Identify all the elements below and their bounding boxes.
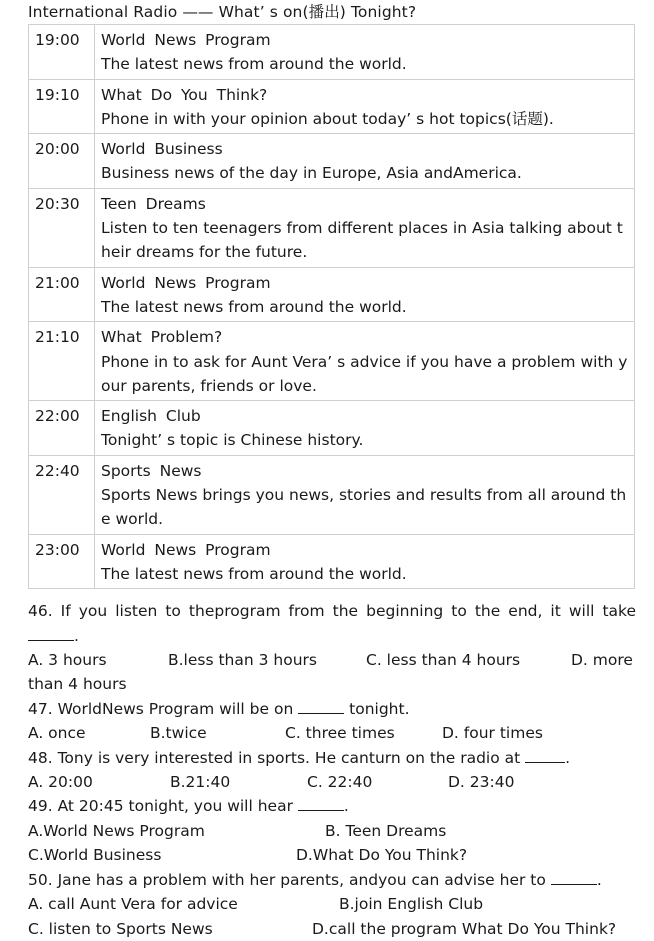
program-description: Phone in with your opinion about today’ s hot topics(话题). <box>101 109 554 128</box>
option-d: D. 23:40 <box>448 773 515 792</box>
option-b: B.less than 3 hours <box>168 651 317 670</box>
option-c: C. three times <box>285 724 395 743</box>
option-d: D.What Do You Think? <box>296 846 468 865</box>
answer-blank <box>28 626 74 641</box>
program-cell <box>95 455 635 534</box>
program-title: English Club <box>101 407 201 426</box>
program-time: 21:10 <box>29 322 95 401</box>
program-time: 22:00 <box>29 401 95 456</box>
program-description: Listen to ten teenagers from different places in Asia talking about their dreams for the future. <box>101 219 623 262</box>
question-49-stem: 49. At 20:45 tonight, you will hear . <box>28 797 349 816</box>
program-title: What Problem? <box>101 328 223 347</box>
program-cell <box>95 322 635 401</box>
program-description: Sports News brings you news, stories and results from all around the world. <box>101 486 627 529</box>
program-title: Teen Dreams <box>101 194 206 213</box>
answer-blank <box>551 870 597 885</box>
option-b: B.join English Club <box>339 895 484 914</box>
option-a: A. 3 hours <box>28 651 107 670</box>
option-c: C. 22:40 <box>307 773 373 792</box>
program-title: World News Program <box>101 273 271 292</box>
page-title: International Radio —— What’ s on(播出) Tonight? <box>28 3 417 21</box>
answer-blank <box>525 748 565 763</box>
schedule-row <box>29 79 635 134</box>
program-description: The latest news from around the world. <box>101 297 407 316</box>
program-title: World Business <box>101 140 223 159</box>
program-time: 20:30 <box>29 188 95 267</box>
question-50-options-ab <box>28 892 636 916</box>
program-cell <box>95 188 635 267</box>
answer-blank <box>298 699 344 714</box>
question-48-options <box>28 770 636 794</box>
worksheet <box>28 0 636 941</box>
question-49-options-cd <box>28 843 636 867</box>
program-time: 23:00 <box>29 534 95 589</box>
schedule-table <box>28 24 635 589</box>
program-cell <box>95 534 635 589</box>
program-title: Sports News <box>101 461 202 480</box>
option-a: A. 20:00 <box>28 773 93 792</box>
option-c: C.World Business <box>28 846 162 865</box>
program-title: World News Program <box>101 540 271 559</box>
schedule-row <box>29 401 635 456</box>
option-a: A.World News Program <box>28 821 205 840</box>
option-a: A. call Aunt Vera for advice <box>28 895 238 914</box>
question-46-stem: 46. If you listen to theprogram from the beginning to the end, it will take <box>28 602 636 621</box>
program-description: Tonight’ s topic is Chinese history. <box>101 431 364 450</box>
option-a: A. once <box>28 724 86 743</box>
program-time: 19:10 <box>29 79 95 134</box>
question-47-options <box>28 721 636 745</box>
question-48 <box>28 746 636 795</box>
program-cell <box>95 25 635 80</box>
question-46-options <box>28 648 636 672</box>
question-50-options-cd <box>28 917 636 941</box>
option-d: D. more <box>571 651 633 670</box>
program-title: What Do You Think? <box>101 85 268 104</box>
question-47 <box>28 697 636 746</box>
schedule-row <box>29 188 635 267</box>
option-b: B.twice <box>150 724 207 743</box>
option-c: C. listen to Sports News <box>28 919 213 938</box>
answer-blank <box>298 796 344 811</box>
program-cell <box>95 79 635 134</box>
option-d: D.call the program What Do You Think? <box>312 919 617 938</box>
question-47-stem: 47. WorldNews Program will be on tonight. <box>28 699 410 718</box>
option-c: C. less than 4 hours <box>366 651 521 670</box>
schedule-row <box>29 534 635 589</box>
schedule-row <box>29 455 635 534</box>
schedule-row <box>29 322 635 401</box>
program-description: Phone in to ask for Aunt Vera’ s advice if you have a problem with your parents, friends or love. <box>101 352 628 395</box>
schedule-row <box>29 267 635 322</box>
schedule-row <box>29 25 635 80</box>
question-50-stem: 50. Jane has a problem with her parents, andyou can advise her to . <box>28 870 602 889</box>
schedule-row <box>29 134 635 189</box>
option-b: B. Teen Dreams <box>325 821 447 840</box>
program-title: World News Program <box>101 31 271 49</box>
program-time: 19:00 <box>29 25 95 80</box>
option-d: D. four times <box>442 724 543 743</box>
question-49-options-ab <box>28 819 636 843</box>
option-b: B.21:40 <box>170 773 231 792</box>
question-49 <box>28 794 636 867</box>
program-description: The latest news from around the world. <box>101 55 407 74</box>
question-48-stem: 48. Tony is very interested in sports. He canturn on the radio at . <box>28 748 571 767</box>
program-cell <box>95 267 635 322</box>
question-50 <box>28 868 636 941</box>
question-46: 46. If you listen to theprogram from the beginning to the end, it will take . A. 3 hours B.less than 3 hours C. less than 4 hours D. more than 4 hours <box>28 599 636 697</box>
program-time: 20:00 <box>29 134 95 189</box>
program-cell <box>95 134 635 189</box>
option-d-continued: than 4 hours <box>28 675 127 694</box>
program-time: 21:00 <box>29 267 95 322</box>
program-time: 22:40 <box>29 455 95 534</box>
program-description: The latest news from around the world. <box>101 564 407 583</box>
program-description: Business news of the day in Europe, Asia andAmerica. <box>101 164 522 183</box>
program-cell <box>95 401 635 456</box>
